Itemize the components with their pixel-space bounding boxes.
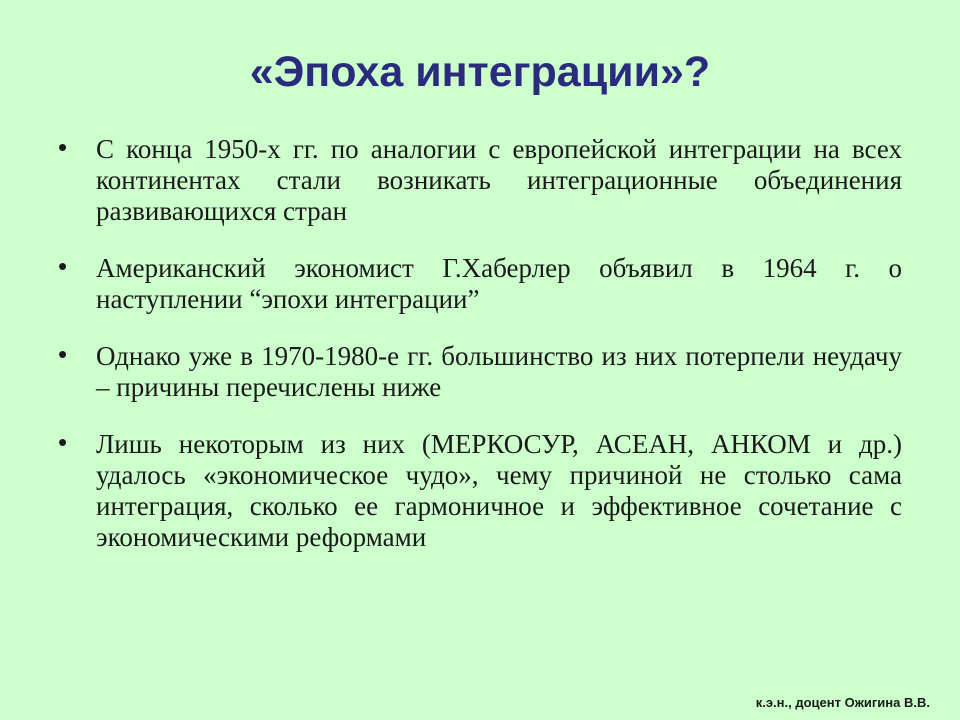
bullet-icon: •: [58, 251, 68, 281]
bullet-list: [58, 134, 902, 579]
bullet-text: Американский экономист Г.Хаберлер объявил в 1964 г. о наступлении “эпохи интеграции”: [96, 253, 902, 314]
author-footer: к.э.н., доцент Ожигина В.В.: [755, 695, 930, 710]
bullet-item: [58, 429, 902, 553]
bullet-text: С конца 1950-х гг. по аналогии с европейской интеграции на всех континентах стали возникать интеграционные объединения развивающихся стран: [96, 134, 902, 226]
slide-title: «Эпоха интеграции»?: [249, 48, 711, 96]
bullet-text: Однако уже в 1970-1980-е гг. большинство из них потерпели неудачу – причины перечислены ниже: [96, 341, 902, 402]
bullet-icon: •: [58, 132, 68, 162]
bullet-item: [58, 134, 902, 227]
bullet-icon: •: [58, 427, 68, 457]
bullet-item: [58, 341, 902, 403]
bullet-icon: •: [58, 339, 68, 369]
bullet-text: Лишь некоторым из них (МЕРКОСУР, АСЕАН, АНКОМ и др.) удалось «экономическое чудо», чему причиной не столько сама интеграция, сколько ее гармоничное и эффективное сочетание с экономическими реформами: [96, 429, 902, 552]
bullet-item: [58, 253, 902, 315]
